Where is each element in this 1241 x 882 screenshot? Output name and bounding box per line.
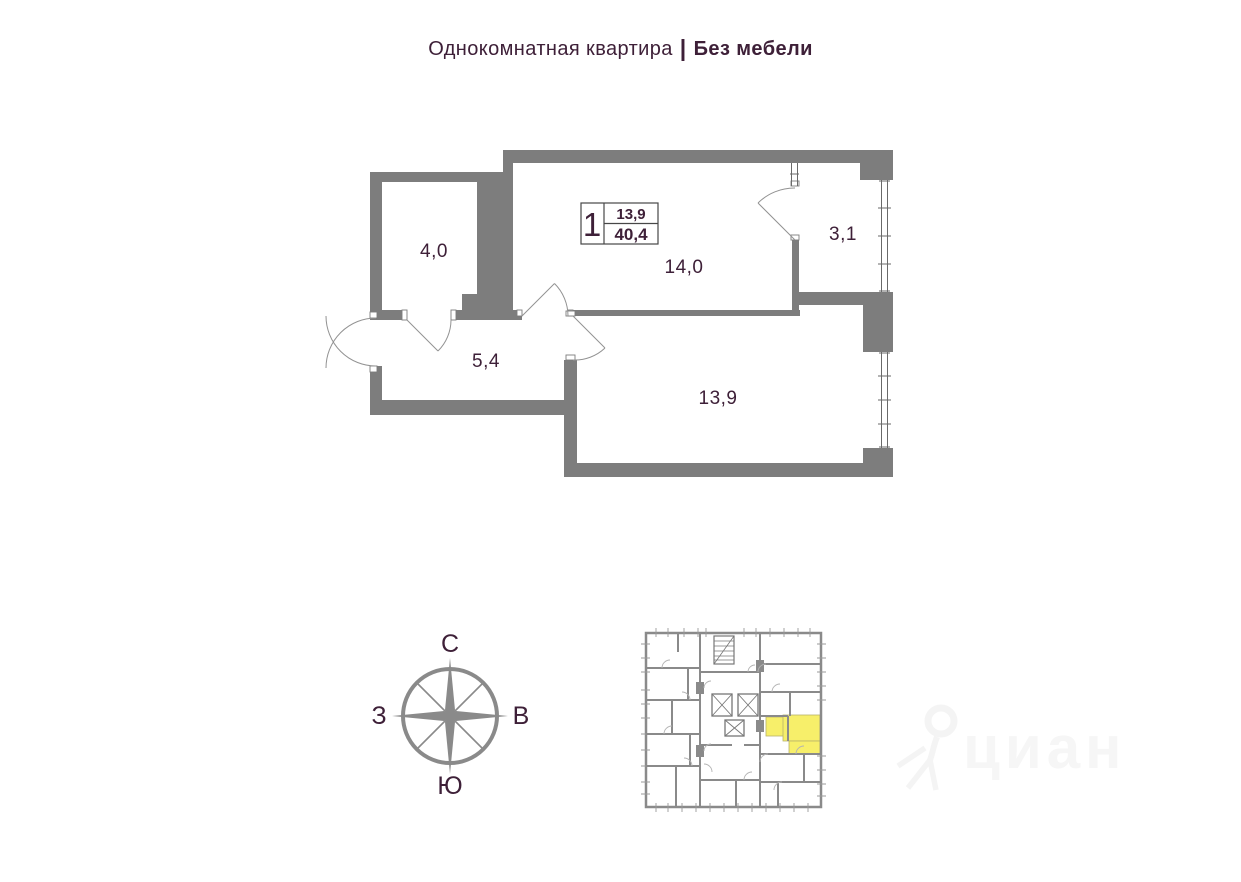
hallway-area-label: 5,4 [472,351,500,372]
apartment-type-label: Однокомнатная квартира [428,38,673,60]
area-info-badge [581,203,658,244]
balcony-area-label: 3,1 [829,224,857,245]
compass-east-label: В [512,702,530,730]
bedroom-area-label: 13,9 [698,388,738,409]
bedroom-window [878,352,891,448]
brand-pin-icon [898,708,954,790]
compass-rose [371,630,529,800]
brand-watermark [898,708,1126,790]
compass-west-label: З [371,702,387,730]
furnishing-label: Без мебели [693,38,813,60]
apartment-floor-plan [326,150,893,477]
storage-area-label: 4,0 [420,241,448,262]
brand-watermark-text: циан [963,714,1127,781]
stairwell [714,636,734,664]
balcony-window [878,180,891,292]
total-area-value: 40,4 [614,225,648,244]
living-area-value: 13,9 [616,206,646,223]
title-separator: | [679,35,687,61]
walls [370,150,893,477]
compass-south-label: Ю [437,772,463,800]
living-room-area-label: 14,0 [664,257,704,278]
page-title [0,34,1241,61]
building-mini-plan [641,628,826,812]
room-count: 1 [582,206,602,243]
compass-north-label: С [440,630,460,658]
door-swings [326,188,795,368]
